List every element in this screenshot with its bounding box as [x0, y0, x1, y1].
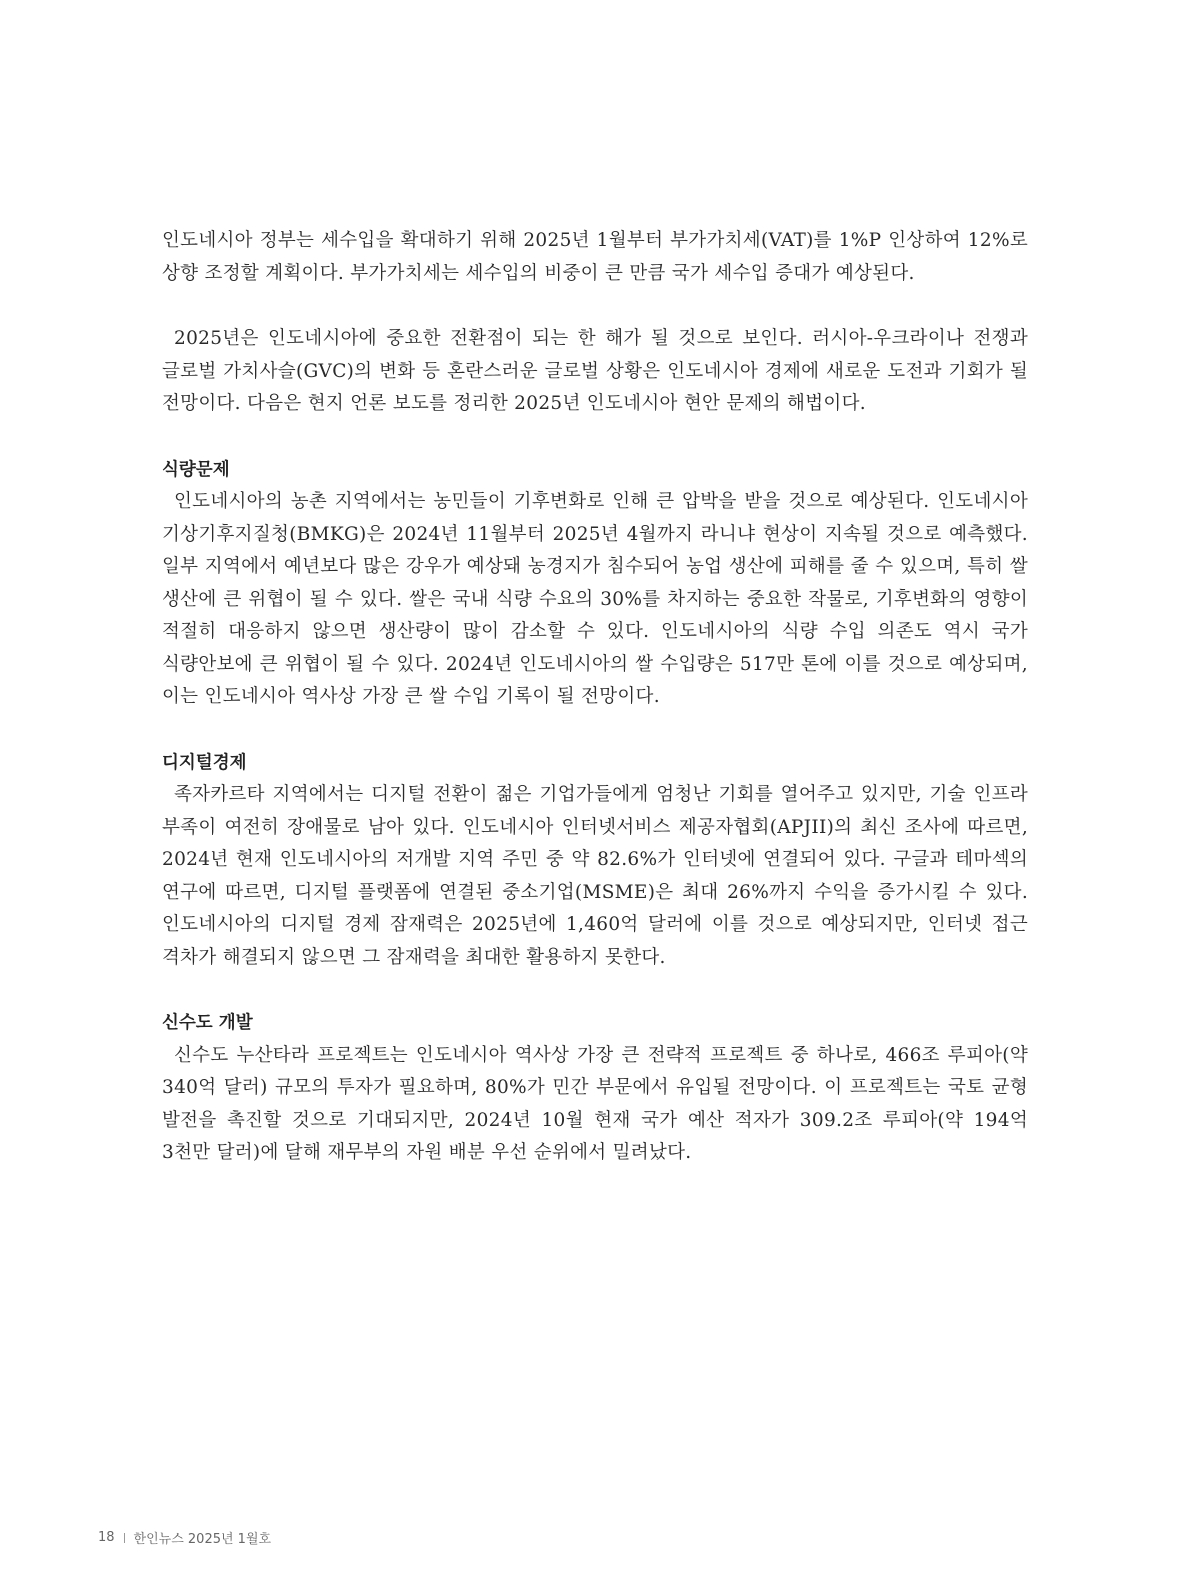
section-heading: 식량문제 — [162, 459, 230, 480]
section-heading: 신수도 개발 — [162, 1013, 253, 1033]
page-number: 18 — [98, 1530, 115, 1545]
section-paragraph: 인도네시아의 농촌 지역에서는 농민들이 기후변화로 인해 큰 압박을 받을 것으로 예상된다. 인도네시아 기상기후지질청(BMKG)은 2024년 11월부터 2025년 4월까지 라니냐 현상이 지속될 것으로 예측했다. 일부 지역에서 예년보다 많은 강우가 예상돼 농경지가 침수되어 농업 생산에 피해를 줄 수 있으며, 특히 쌀 생산에 큰 위협이 될 수 있다. 쌀은 국내 식량 수요의 30%를 차지하는 중요한 작물로, 기후변화의 영향이 적절히 대응하지 않으면 생산량이 많이 감소할 수 있다. 인도네시아의 식량 수입 의존도 역시 국가 식량안보에 큰 위협이 될 수 있다. 2024년 인도네시아의 쌀 수입량은 517만 톤에 이를 것으로 예상되며, 이는 인도네시아 역사상 가장 큰 쌀 수입 기록이 될 전망이다. — [162, 491, 1028, 707]
section-food-issue — [162, 454, 1028, 714]
section-new-capital — [162, 1007, 1028, 1170]
paragraph-gap — [162, 290, 1028, 323]
section-heading: 디지털경제 — [162, 752, 247, 773]
section-digital-economy — [162, 747, 1028, 975]
article-body — [162, 225, 1028, 1170]
footer-divider — [124, 1533, 125, 1543]
paragraph-gap — [162, 974, 1028, 1007]
paragraph-gap — [162, 714, 1028, 747]
intro-paragraph-1: 인도네시아 정부는 세수입을 확대하기 위해 2025년 1월부터 부가가치세(VAT)를 1%P 인상하여 12%로 상향 조정할 계획이다. 부가가치세는 세수입의 비중이 큰 만큼 국가 세수입 증대가 예상된다. — [162, 230, 1028, 284]
paragraph-gap — [162, 421, 1028, 454]
intro-paragraph-2: 2025년은 인도네시아에 중요한 전환점이 되는 한 해가 될 것으로 보인다. 러시아-우크라이나 전쟁과 글로벌 가치사슬(GVC)의 변화 등 혼란스러운 글로벌 상황은 인도네시아 경제에 새로운 도전과 기회가 될 전망이다. 다음은 현지 언론 보도를 정리한 2025년 인도네시아 현안 문제의 해법이다. — [162, 328, 1028, 414]
page-footer — [98, 1528, 271, 1547]
section-paragraph: 족자카르타 지역에서는 디지털 전환이 젊은 기업가들에게 엄청난 기회를 열어주고 있지만, 기술 인프라 부족이 여전히 장애물로 남아 있다. 인도네시아 인터넷서비스 제공자협회(APJII)의 최신 조사에 따르면, 2024년 현재 인도네시아의 저개발 지역 주민 중 약 82.6%가 인터넷에 연결되어 있다. 구글과 테마섹의 연구에 따르면, 디지털 플랫폼에 연결된 중소기업(MSME)은 최대 26%까지 수익을 증가시킬 수 있다. 인도네시아의 디지털 경제 잠재력은 2025년에 1,460억 달러에 이를 것으로 예상되지만, 인터넷 접근 격차가 해결되지 않으면 그 잠재력을 최대한 활용하지 못한다. — [162, 784, 1028, 968]
publication-title: 한인뉴스 2025년 1월호 — [133, 1532, 272, 1547]
section-paragraph: 신수도 누산타라 프로젝트는 인도네시아 역사상 가장 큰 전략적 프로젝트 중 하나로, 466조 루피아(약 340억 달러) 규모의 투자가 필요하며, 80%가 민간 부문에서 유입될 전망이다. 이 프로젝트는 국토 균형 발전을 촉진할 것으로 기대되지만, 2024년 10월 현재 국가 예산 적자가 309.2조 루피아(약 194억 3천만 달러)에 달해 재무부의 자원 배분 우선 순위에서 밀려났다. — [162, 1044, 1028, 1163]
